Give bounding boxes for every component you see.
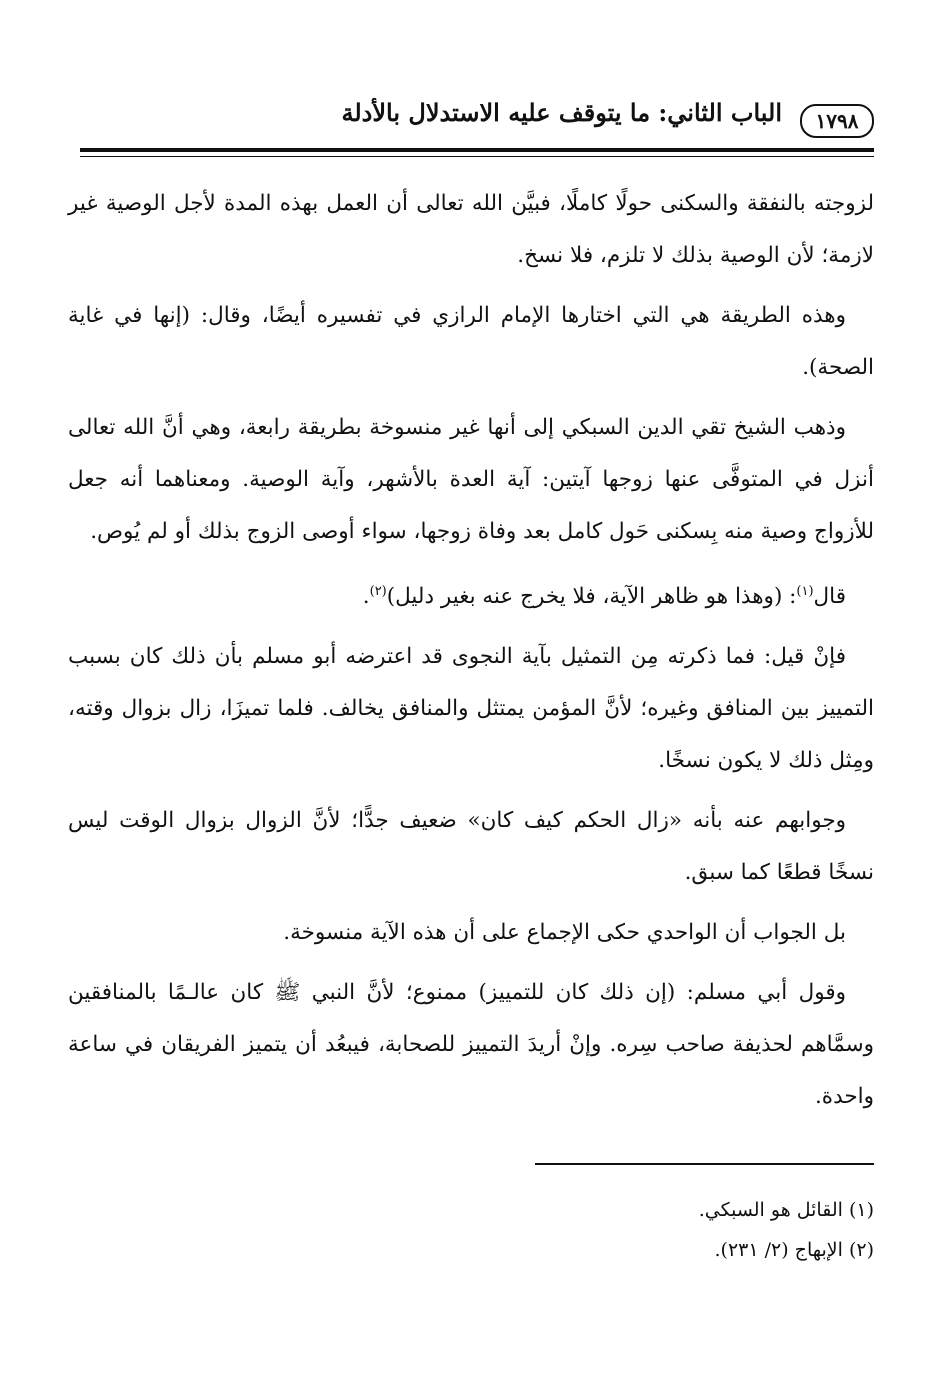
paragraph-quote — [68, 566, 874, 623]
header-rule-thin — [80, 156, 874, 157]
quote-body: : (وهذا هو ظاهر الآية، فلا يخرج عنه بغير دليل) — [386, 584, 797, 610]
footnote: (١) القائل هو السبكي. — [698, 1199, 874, 1221]
page-header — [68, 92, 874, 152]
quote-end: . — [362, 584, 370, 610]
footnote-separator — [535, 1163, 874, 1165]
running-title: الباب الثاني: ما يتوقف عليه الاستدلال بالأدلة — [341, 98, 782, 127]
paragraph: بل الجواب أن الواحدي حكى الإجماع على أن هذه الآية منسوخة. — [283, 920, 846, 946]
paragraph: وهذه الطريقة هي التي اختارها الإمام الرازي في تفسيره أيضًا، وقال: (إنها في غاية الصحة). — [68, 303, 874, 380]
paragraph: فإنْ قيل: فما ذكرته مِن التمثيل بآية النجوى قد اعترضه أبو مسلم بأن ذلك كان بسبب التمييز بين المنافق وغيره؛ لأنَّ المؤمن يمتثل والمنافق يخالف. فلما تميزَا، زال بزوال وقته، ومِثل ذلك لا يكون نسخًا. — [68, 644, 874, 774]
paragraph: لزوجته بالنفقة والسكنى حولًا كاملًا، فبيَّن الله تعالى أن العمل بهذه المدة لأجل الوصية غير لازمة؛ لأن الوصية بذلك لا تلزم، فلا نسخ. — [68, 191, 874, 268]
footnote-ref: (٢) — [369, 584, 387, 599]
body-text — [68, 178, 874, 1131]
footnote: (٢) الإبهاج (٢/ ٢٣١). — [714, 1239, 874, 1261]
paragraph: وجوابهم عنه بأنه «زال الحكم كيف كان» ضعيف جدًّا؛ لأنَّ الزوال بزوال الوقت ليس نسخًا قطعًا كما سبق. — [68, 808, 874, 886]
footnote-ref: (١) — [796, 584, 814, 599]
header-rule-thick — [80, 148, 874, 152]
footnotes — [68, 1190, 874, 1270]
page-number: ١٧٩٨ — [800, 104, 874, 138]
paragraph: وقول أبي مسلم: (إن ذلك كان للتمييز) ممنوع؛ لأنَّ النبي ﷺ كان عالـمًا بالمنافقين وسمَّاهم لحذيفة صاحب سِره. وإنْ أريدَ التمييز للصحابة، فيبعُد أن يتميز الفريقان في ساعة واحدة. — [68, 980, 874, 1110]
paragraph: وذهب الشيخ تقي الدين السبكي إلى أنها غير منسوخة بطريقة رابعة، وهي أنَّ الله تعالى أنزل في المتوفَّى عنها زوجها آيتين: آية العدة بالأشهر، وآية الوصية. ومعناهما أنه جعل للأزواج وصية منه بِسكنى حَول كامل بعد وفاة زوجها، سواء أوصى الزوج بذلك أو لم يُوص. — [68, 415, 874, 544]
quote-lead: قال — [813, 584, 846, 610]
